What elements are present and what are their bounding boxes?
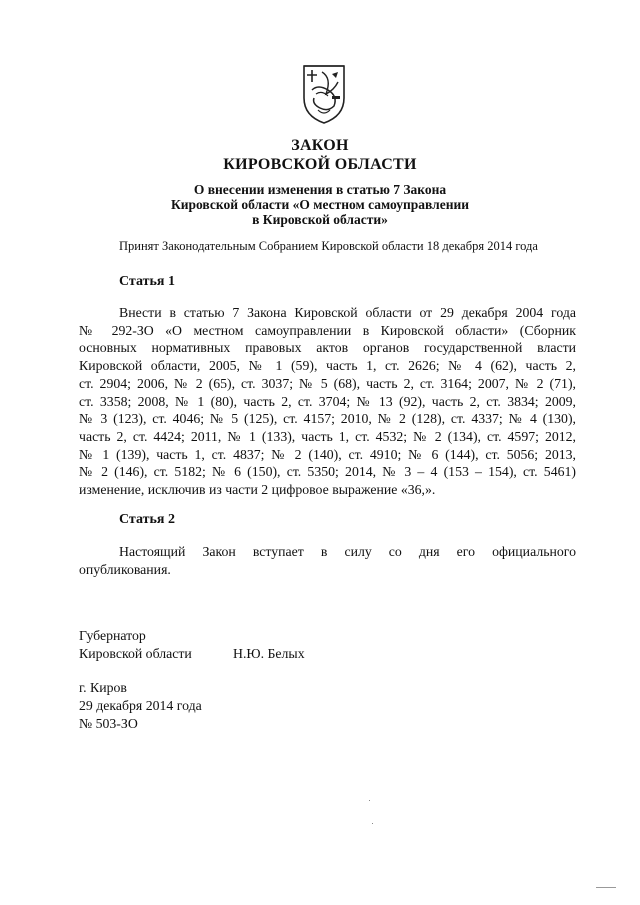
coat-of-arms-icon [298,60,350,126]
article-1-text [79,304,576,499]
subtitle-line: Кировской области «О местном самоуправлении [170,197,470,212]
governor-region: Кировской области [79,646,192,661]
issue-date: 29 декабря 2014 года [79,698,202,713]
scan-mark [596,887,616,888]
adoption-note: Принят Законодательным Собранием Кировской области 18 декабря 2014 года [119,239,538,253]
law-title-block [0,136,640,174]
article-2-heading: Статья 2 [119,512,175,527]
subtitle-line: О внесении изменения в статью 7 Закона [193,182,447,197]
paragraph-line: № 1 (139), часть 1, ст. 4837; № 2 (140), ст. 4910; № 6 (144), ст. 5056; 2013, [79,446,576,462]
paragraph-line: Кировской области, 2005, № 1 (59), часть 1, ст. 2626; № 4 (62), часть 2, [79,358,576,374]
subtitle-line: в Кировской области» [252,212,388,227]
scan-speck [369,800,370,801]
region-title: КИРОВСКОЙ ОБЛАСТИ [223,156,417,173]
paragraph-line: опубликования. [79,561,171,577]
paragraph-line: ст. 2904; 2006, № 2 (65), ст. 3037; № 5 (68), часть 2, ст. 3164; 2007, № 2 (71), [79,375,576,391]
governor-title: Губернатор [79,628,146,643]
paragraph-line: ст. 3358; 2008, № 1 (80), часть 2, ст. 3704; № 13 (92), часть 2, ст. 3834; 2009, [79,393,576,409]
paragraph-line: часть 2, ст. 4424; 2011, № 1 (133), часть 1, ст. 4532; № 2 (134), ст. 4597; 2012, [79,428,576,444]
paragraph-line: изменение, исключив из части 2 цифровое выражение «36,». [79,482,436,498]
paragraph-line: № 3 (123), ст. 4046; № 5 (125), ст. 4157; 2010, № 2 (128), ст. 4337; № 4 (130), [79,411,576,427]
paragraph-line: основных нормативных правовых актов органов государственной власти [79,340,576,356]
law-subtitle [0,182,640,227]
paragraph-line: № 2 (146), ст. 5182; № 6 (150), ст. 5350; 2014, № 3 – 4 (153 – 154), ст. 5461) [79,464,576,480]
governor-name: Н.Ю. Белых [233,646,305,661]
issue-city: г. Киров [79,680,127,695]
article-1-heading: Статья 1 [119,274,175,289]
article-2-text [79,543,576,578]
paragraph-line: № 292-ЗО «О местном самоуправлении в Кировской области» (Сборник [79,322,576,338]
law-label: ЗАКОН [291,137,349,154]
scan-speck [372,823,373,824]
paragraph-line: Внести в статью 7 Закона Кировской области от 29 декабря 2004 года [119,305,576,320]
law-number: № 503-ЗО [79,716,138,731]
paragraph-line: Настоящий Закон вступает в силу со дня его официального [119,544,576,559]
